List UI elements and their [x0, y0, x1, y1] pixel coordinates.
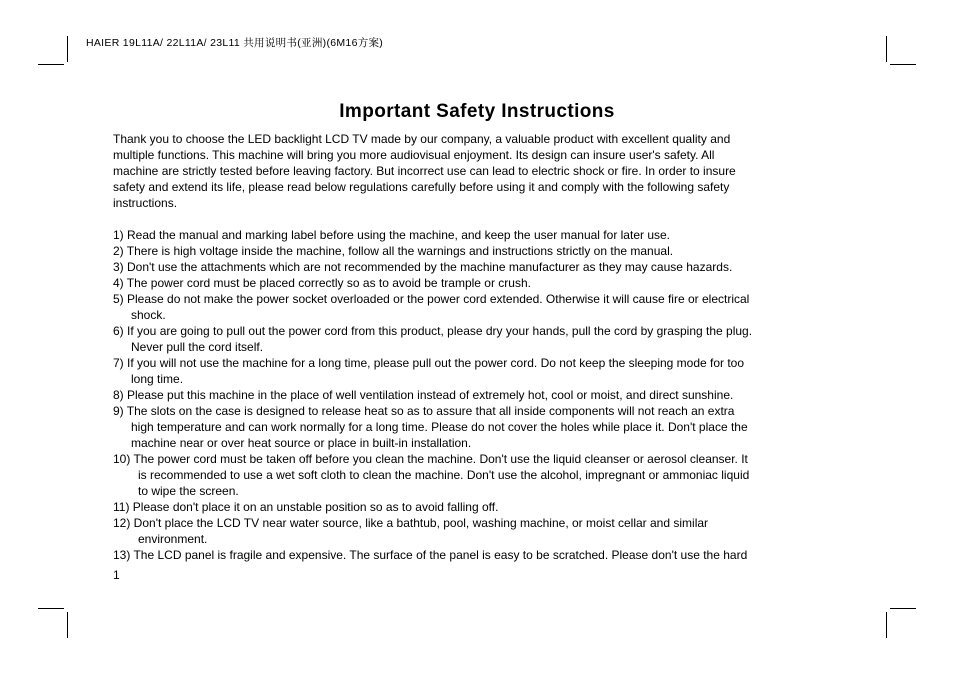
- instruction-item: [113, 323, 837, 355]
- instruction-line: 4) The power cord must be placed correctly so as to avoid be trample or crush.: [113, 276, 531, 290]
- crop-mark-bottom-right-vertical: [886, 612, 887, 638]
- crop-mark-bottom-left-horizontal: [38, 608, 64, 609]
- instruction-continuation-line: long time.: [131, 372, 184, 386]
- instruction-item: [113, 499, 837, 515]
- instruction-line: 10) The power cord must be taken off before you clean the machine. Don't use the liquid cleanser or aerosol cleanser. It: [113, 452, 748, 466]
- crop-mark-bottom-left-vertical: [67, 612, 68, 638]
- crop-mark-top-left-horizontal: [38, 64, 64, 65]
- intro-line: instructions.: [113, 196, 178, 210]
- instruction-item: [113, 243, 837, 259]
- instruction-line: 1) Read the manual and marking label before using the machine, and keep the user manual for later use.: [113, 228, 671, 242]
- intro-line: multiple functions. This machine will bring you more audiovisual enjoyment. Its design can insure user's safety. All: [113, 148, 715, 162]
- instruction-item: [113, 259, 837, 275]
- instruction-continuation-line: high temperature and can work normally for a long time. Please do not cover the holes while place it. Don't place the: [131, 420, 748, 434]
- instruction-line: 13) The LCD panel is fragile and expensive. The surface of the panel is easy to be scratched. Please don't use the hard: [113, 548, 748, 562]
- page-title: Important Safety Instructions: [339, 101, 615, 122]
- instruction-line: 2) There is high voltage inside the machine, follow all the warnings and instructions strictly on the manual.: [113, 244, 674, 258]
- instruction-item: [113, 355, 837, 387]
- instruction-line: 8) Please put this machine in the place of well ventilation instead of extremely hot, cool or moist, and direct sunshine.: [113, 388, 734, 402]
- instruction-item: [113, 403, 837, 451]
- page-number: 1: [113, 568, 120, 582]
- instruction-continuation-line: to wipe the screen.: [138, 484, 239, 498]
- instruction-item: [113, 547, 837, 563]
- instruction-line: 12) Don't place the LCD TV near water source, like a bathtub, pool, washing machine, or moist cellar and similar: [113, 516, 709, 530]
- instruction-line: 6) If you are going to pull out the power cord from this product, please dry your hands, pull the cord by grasping the plug.: [113, 324, 753, 338]
- document-header: HAIER 19L11A/ 22L11A/ 23L11 共用说明书(亚洲)(6M16方案): [86, 37, 384, 49]
- instruction-continuation-line: Never pull the cord itself.: [131, 340, 264, 354]
- instruction-item: [113, 515, 837, 547]
- crop-mark-top-right-horizontal: [890, 64, 916, 65]
- intro-line: Thank you to choose the LED backlight LCD TV made by our company, a valuable product with excellent quality and: [113, 132, 731, 146]
- crop-mark-top-right-vertical: [886, 36, 887, 62]
- instruction-continuation-line: machine near or over heat source or place in built-in installation.: [131, 436, 472, 450]
- instruction-line: 9) The slots on the case is designed to release heat so as to assure that all inside components will not reach an extra: [113, 404, 735, 418]
- instruction-item: [113, 275, 837, 291]
- instruction-continuation-line: environment.: [138, 532, 208, 546]
- crop-mark-bottom-right-horizontal: [890, 608, 916, 609]
- crop-mark-top-left-vertical: [67, 36, 68, 62]
- intro-paragraph: [113, 131, 833, 211]
- instruction-line: 5) Please do not make the power socket overloaded or the power cord extended. Otherwise it will cause fire or electrical: [113, 292, 750, 306]
- instruction-continuation-line: shock.: [131, 308, 166, 322]
- intro-line: machine are strictly tested before leaving factory. But incorrect use can lead to electric shock or fire. In order to insure: [113, 164, 736, 178]
- instruction-continuation-line: is recommended to use a wet soft cloth to clean the machine. Don't use the alcohol, impregnant or ammoniac liquid: [138, 468, 750, 482]
- instruction-list: [113, 227, 837, 563]
- instruction-item: [113, 451, 837, 499]
- instruction-line: 3) Don't use the attachments which are not recommended by the machine manufacturer as they may cause hazards.: [113, 260, 733, 274]
- instruction-line: 11) Please don't place it on an unstable position so as to avoid falling off.: [113, 500, 499, 514]
- instruction-item: [113, 227, 837, 243]
- intro-line: safety and extend its life, please read below regulations carefully before using it and comply with the following safety: [113, 180, 730, 194]
- instruction-item: [113, 387, 837, 403]
- instruction-line: 7) If you will not use the machine for a long time, please pull out the power cord. Do not keep the sleeping mode for too: [113, 356, 745, 370]
- instruction-item: [113, 291, 837, 323]
